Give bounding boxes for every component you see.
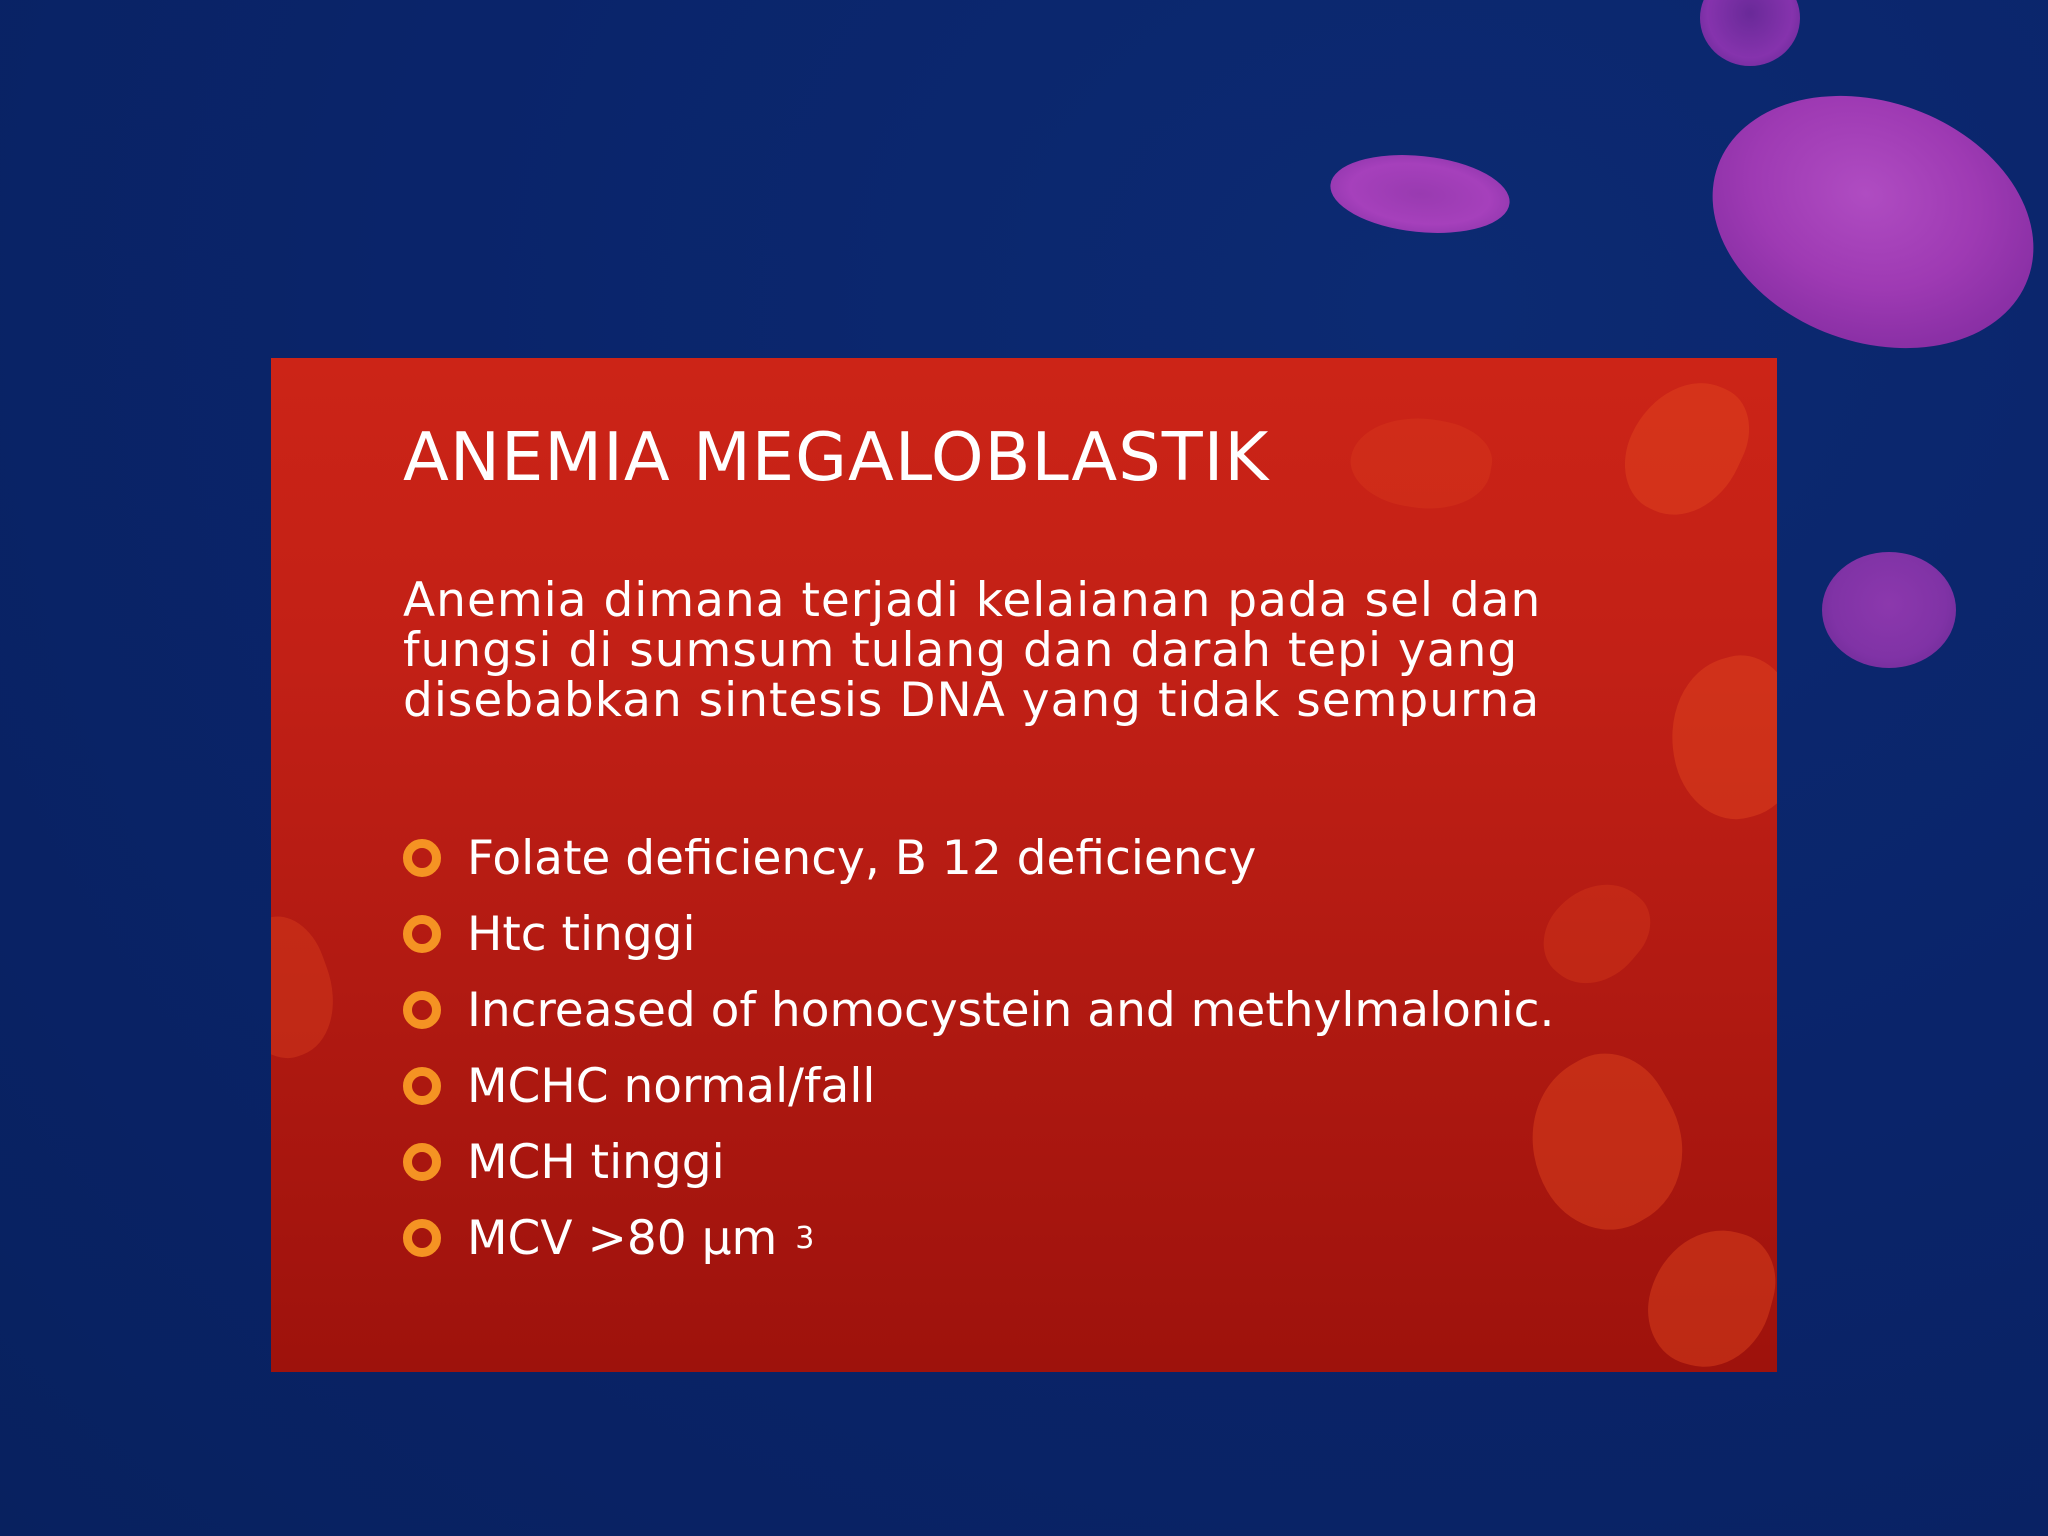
leaf-decoration <box>271 905 352 1071</box>
bullet-item <box>403 1200 1554 1276</box>
bullet-item <box>403 820 1554 896</box>
bullet-text: Increased of homocystein and methylmalonic. <box>467 982 1555 1038</box>
bullet-list <box>403 820 1554 1276</box>
bullet-item <box>403 896 1554 972</box>
blood-cell-decoration <box>1822 552 1956 668</box>
bullet-ring-icon <box>403 839 441 877</box>
leaf-decoration <box>1635 1215 1777 1372</box>
bullet-ring-icon <box>403 915 441 953</box>
bullet-item <box>403 1124 1554 1200</box>
bullet-text: Folate deficiency, B 12 deficiency <box>467 830 1257 886</box>
bullet-ring-icon <box>403 1219 441 1257</box>
bullet-text: MCHC normal/fall <box>467 1058 876 1114</box>
leaf-decoration <box>1344 407 1498 520</box>
bullet-item <box>403 972 1554 1048</box>
bullet-ring-icon <box>403 991 441 1029</box>
blood-cell-decoration <box>1327 147 1514 241</box>
description-line: fungsi di sumsum tulang dan darah tepi yang <box>403 623 1519 678</box>
superscript-exponent: 3 <box>795 1220 815 1256</box>
blood-cell-decoration <box>1677 53 2048 391</box>
slide-description <box>403 573 1703 728</box>
description-line: Anemia dimana terjadi kelaianan pada sel dan <box>403 573 1542 628</box>
slide-panel <box>271 358 1777 1372</box>
slide-title: ANEMIA MEGALOBLASTIK <box>403 418 1270 496</box>
blood-cell-decoration <box>1700 0 1800 66</box>
bullet-ring-icon <box>403 1143 441 1181</box>
bullet-text: MCV >80 µm <box>467 1210 778 1266</box>
bullet-ring-icon <box>403 1067 441 1105</box>
leaf-decoration <box>1607 361 1766 534</box>
description-line: disebabkan sintesis DNA yang tidak sempurna <box>403 673 1541 728</box>
bullet-text: Htc tinggi <box>467 906 696 962</box>
bullet-item <box>403 1048 1554 1124</box>
bullet-text: MCH tinggi <box>467 1134 725 1190</box>
